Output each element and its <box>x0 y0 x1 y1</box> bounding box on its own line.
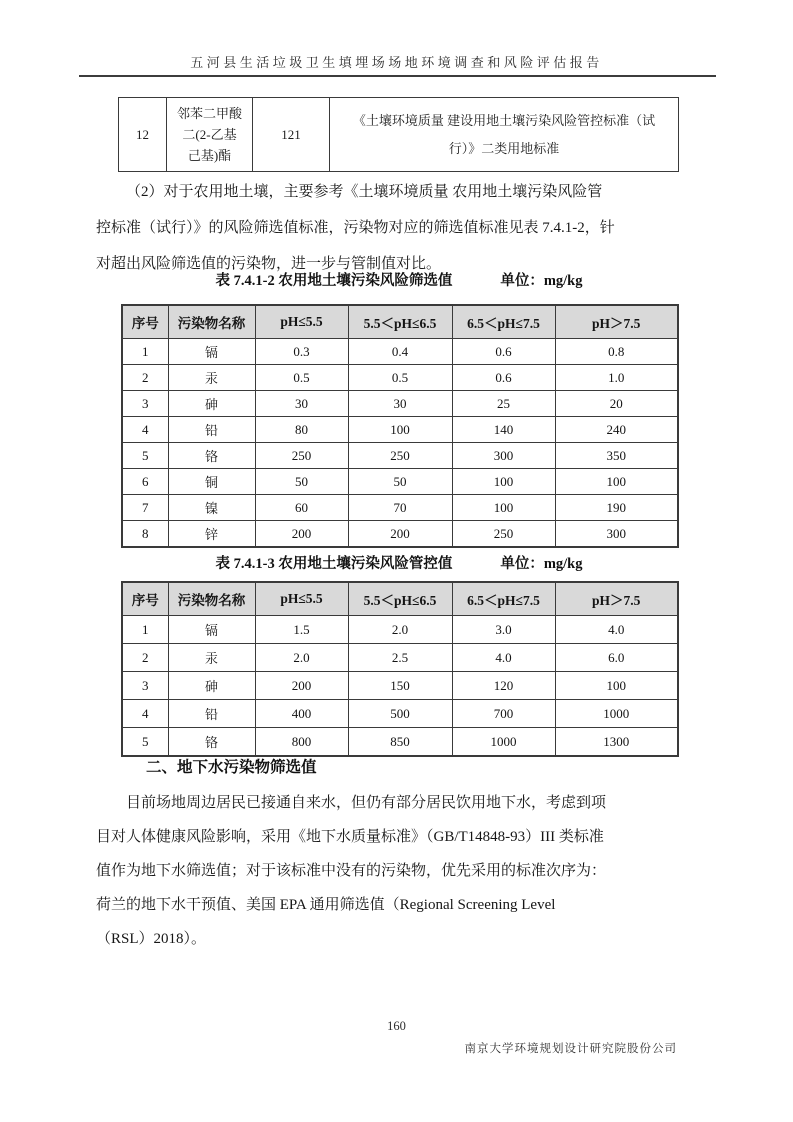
table-cell: 100 <box>555 672 678 700</box>
table-cell: 2 <box>122 644 168 672</box>
table-cell: 150 <box>348 672 452 700</box>
table-cell: 5 <box>122 443 168 469</box>
table-cell: 砷 <box>168 391 255 417</box>
table-cell: 0.8 <box>555 339 678 365</box>
table-cell: 240 <box>555 417 678 443</box>
table-body <box>122 339 678 548</box>
table-cell: 6.0 <box>555 644 678 672</box>
table-cell: 1000 <box>555 700 678 728</box>
column-header: 序号 <box>122 582 168 616</box>
table-cell: 700 <box>452 700 555 728</box>
table-row <box>122 521 678 548</box>
control-values-table <box>121 581 679 757</box>
table-cell: 镉 <box>168 616 255 644</box>
footer-company: 南京大学环境规划设计研究院股份公司 <box>464 1043 677 1055</box>
table-cell: 4.0 <box>452 644 555 672</box>
text-line: （2）对于农用地土壤，主要参考《土壤环境质量 农用地土壤污染风险管 <box>126 184 603 200</box>
table-cell: 200 <box>348 521 452 548</box>
table-cell: 850 <box>348 728 452 757</box>
table-cell: 2 <box>122 365 168 391</box>
table-cell: 100 <box>452 469 555 495</box>
caption-text: 表 7.4.1-3 农用地土壤污染风险管控值 <box>215 556 453 572</box>
table-row <box>122 339 678 365</box>
table-cell: 70 <box>348 495 452 521</box>
column-header: 6.5＜pH≤7.5 <box>452 305 555 339</box>
table-cell: 2.0 <box>255 644 348 672</box>
table-cell: 0.5 <box>348 365 452 391</box>
table-row <box>122 700 678 728</box>
table-cell: 5 <box>122 728 168 757</box>
caption-text: 表 7.4.1-2 农用地土壤污染风险筛选值 <box>215 273 453 289</box>
table-head <box>122 582 678 616</box>
table-cell: 0.6 <box>452 339 555 365</box>
table-cell: 60 <box>255 495 348 521</box>
table-cell: 3 <box>122 672 168 700</box>
column-header: pH＞7.5 <box>555 582 678 616</box>
table-cell: 3 <box>122 391 168 417</box>
column-header: 污染物名称 <box>168 305 255 339</box>
table-cell: 200 <box>255 521 348 548</box>
header-rule <box>79 75 716 77</box>
table-row <box>122 644 678 672</box>
column-header: 5.5＜pH≤6.5 <box>348 582 452 616</box>
text-line: 值作为地下水筛选值；对于该标准中没有的污染物，优先采用的标准次序为： <box>96 863 607 879</box>
table-cell: 500 <box>348 700 452 728</box>
table-cell: 汞 <box>168 644 255 672</box>
screening-values-table <box>121 304 679 548</box>
table-cell: 3.0 <box>452 616 555 644</box>
text-line: 目前场地周边居民已接通自来水，但仍有部分居民饮用地下水，考虑到项 <box>126 795 607 811</box>
text-line: 二(2-乙基 <box>182 127 237 142</box>
table-cell: 锌 <box>168 521 255 548</box>
text-line: 行）》二类用地标准 <box>448 140 560 156</box>
caption-unit: 单位：mg/kg <box>500 556 583 572</box>
table-cell: 1 <box>122 616 168 644</box>
table-cell: 8 <box>122 521 168 548</box>
table-cell: 400 <box>255 700 348 728</box>
column-header: pH≤5.5 <box>255 305 348 339</box>
column-header: 序号 <box>122 305 168 339</box>
table-cell: 0.6 <box>452 365 555 391</box>
table-cell: 砷 <box>168 672 255 700</box>
table-cell: 铬 <box>168 728 255 757</box>
table-cell: 2.0 <box>348 616 452 644</box>
table-cell: 140 <box>452 417 555 443</box>
table-cell: 1300 <box>555 728 678 757</box>
text-line: 荷兰的地下水干预值、美国 EPA 通用筛选值（Regional Screening Level <box>96 897 556 913</box>
table-cell: 4 <box>122 417 168 443</box>
standard-cell <box>330 98 679 172</box>
table-row <box>122 443 678 469</box>
table-cell: 80 <box>255 417 348 443</box>
table-cell: 100 <box>452 495 555 521</box>
table-cell: 0.5 <box>255 365 348 391</box>
table-cell: 0.3 <box>255 339 348 365</box>
table-cell: 250 <box>255 443 348 469</box>
table-row <box>122 495 678 521</box>
text-line: 对超出风险筛选值的污染物，进一步与管制值对比。 <box>96 256 442 272</box>
table-body <box>122 616 678 757</box>
table-row <box>122 391 678 417</box>
table-row <box>122 469 678 495</box>
text-line: 邻苯二甲酸 <box>176 106 242 121</box>
table-cell: 1.0 <box>555 365 678 391</box>
table-control-caption <box>121 555 677 573</box>
table-cell: 铅 <box>168 417 255 443</box>
value-cell: 121 <box>253 98 330 172</box>
table-head <box>122 305 678 339</box>
table-cell: 200 <box>255 672 348 700</box>
column-header: 6.5＜pH≤7.5 <box>452 582 555 616</box>
table-cell: 120 <box>452 672 555 700</box>
table-cell: 190 <box>555 495 678 521</box>
table-cell: 1 <box>122 339 168 365</box>
table-cell: 铅 <box>168 700 255 728</box>
table-row <box>122 672 678 700</box>
text-line: 目对人体健康风险影响，采用《地下水质量标准》（GB/T14848-93）III 类标准 <box>96 829 604 845</box>
table-cell: 50 <box>348 469 452 495</box>
table-cell: 250 <box>348 443 452 469</box>
carryover-table <box>118 97 679 172</box>
table-row <box>122 365 678 391</box>
table-header-row <box>122 582 678 616</box>
table-screening-caption <box>121 272 677 290</box>
table-cell: 25 <box>452 391 555 417</box>
report-header-title: 五河县生活垃圾卫生填埋场场地环境调查和风险评估报告 <box>190 55 603 70</box>
table-row <box>122 417 678 443</box>
table-cell: 300 <box>555 521 678 548</box>
table-cell: 250 <box>452 521 555 548</box>
table-cell: 镍 <box>168 495 255 521</box>
row-index-cell: 12 <box>119 98 167 172</box>
table-cell: 30 <box>255 391 348 417</box>
table-cell: 350 <box>555 443 678 469</box>
table-cell: 1.5 <box>255 616 348 644</box>
table-cell: 铜 <box>168 469 255 495</box>
column-header: 污染物名称 <box>168 582 255 616</box>
table-row <box>122 728 678 757</box>
table-cell: 100 <box>348 417 452 443</box>
table-cell: 50 <box>255 469 348 495</box>
caption-unit: 单位：mg/kg <box>500 273 583 289</box>
table-row <box>122 616 678 644</box>
table-cell: 汞 <box>168 365 255 391</box>
table-cell: 镉 <box>168 339 255 365</box>
table-header-row <box>122 305 678 339</box>
column-header: pH＞7.5 <box>555 305 678 339</box>
text-line: （RSL）2018）。 <box>96 931 207 947</box>
column-header: 5.5＜pH≤6.5 <box>348 305 452 339</box>
text-line: 己基)酯 <box>187 148 232 163</box>
paragraph-groundwater <box>96 786 716 956</box>
table-cell: 0.4 <box>348 339 452 365</box>
column-header: pH≤5.5 <box>255 582 348 616</box>
table-cell: 7 <box>122 495 168 521</box>
table-cell: 800 <box>255 728 348 757</box>
table-cell: 100 <box>555 469 678 495</box>
table-cell: 20 <box>555 391 678 417</box>
table-cell: 4.0 <box>555 616 678 644</box>
table-cell: 1000 <box>452 728 555 757</box>
table-row <box>119 98 679 172</box>
table-cell: 铬 <box>168 443 255 469</box>
text-line: 《土壤环境质量 建设用地土壤污染风险管控标准（试 <box>352 112 656 128</box>
section-heading-groundwater: 二、地下水污染物筛选值 <box>146 759 317 776</box>
table-cell: 300 <box>452 443 555 469</box>
table-cell: 4 <box>122 700 168 728</box>
text-line: 控标准（试行）》的风险筛选值标准，污染物对应的筛选值标准见表 7.4.1-2，针 <box>96 220 615 236</box>
paragraph-agricultural-soil <box>96 174 716 282</box>
table-cell: 6 <box>122 469 168 495</box>
table-cell: 30 <box>348 391 452 417</box>
page-number: 160 <box>387 1019 406 1033</box>
table-cell: 2.5 <box>348 644 452 672</box>
pollutant-name-cell <box>167 98 253 172</box>
